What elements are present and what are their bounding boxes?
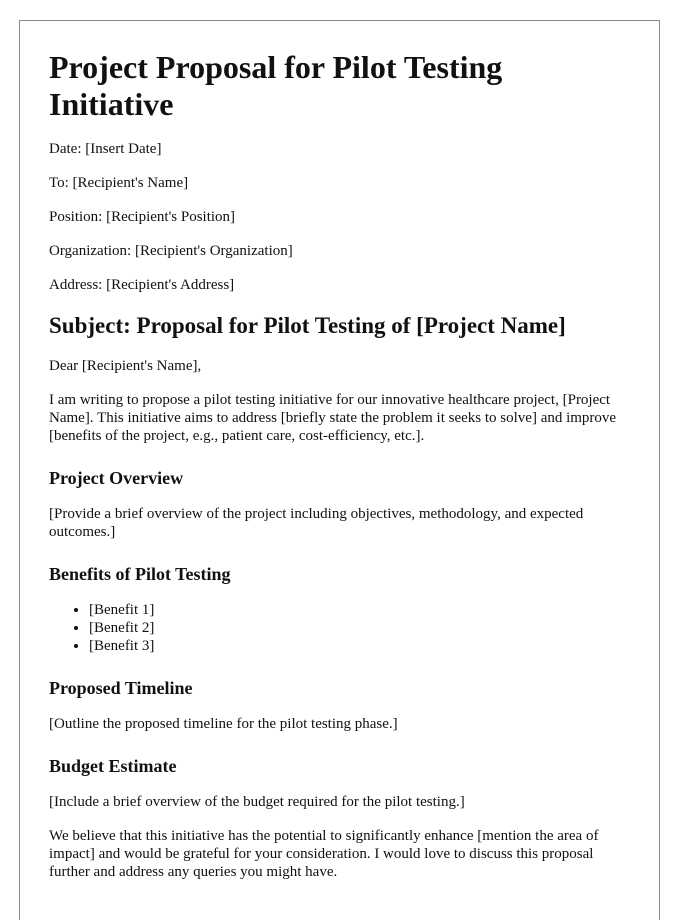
section-heading-timeline: Proposed Timeline bbox=[49, 678, 193, 698]
list-item: • [Benefit 1] bbox=[89, 601, 630, 619]
recipient-organization-line: Organization: [Recipient's Organization] bbox=[49, 243, 293, 259]
closing-paragraph: We believe that this initiative has the potential to significantly enhance [mention the area of impact] and would be grateful for your consideration. I would love to discuss this proposal further and address any queries you might have. bbox=[49, 828, 599, 880]
recipient-address-line: Address: [Recipient's Address] bbox=[49, 277, 235, 293]
document-title: Project Proposal for Pilot Testing Initiative bbox=[49, 49, 503, 122]
recipient-details bbox=[49, 140, 630, 294]
overview-paragraph: [Provide a brief overview of the project including objectives, methodology, and expected outcomes.] bbox=[49, 506, 584, 540]
section-heading-budget: Budget Estimate bbox=[49, 756, 177, 776]
timeline-paragraph: [Outline the proposed timeline for the pilot testing phase.] bbox=[49, 716, 398, 732]
intro-paragraph: I am writing to propose a pilot testing initiative for our innovative healthcare project, [Project Name]. This initiative aims to address [briefly state the problem it seeks to solve] and improve [benefits of the project, e.g., patient care, cost-efficiency, etc.]. bbox=[49, 392, 617, 444]
budget-paragraph: [Include a brief overview of the budget required for the pilot testing.] bbox=[49, 794, 465, 810]
recipient-position-line: Position: [Recipient's Position] bbox=[49, 209, 236, 225]
section-heading-overview: Project Overview bbox=[49, 468, 184, 488]
salutation: Dear [Recipient's Name], bbox=[49, 358, 202, 374]
date-line: Date: [Insert Date] bbox=[49, 141, 162, 157]
benefits-list bbox=[49, 601, 630, 655]
subject-heading: Subject: Proposal for Pilot Testing of [Project Name] bbox=[49, 313, 566, 338]
list-item: • [Benefit 3] bbox=[89, 637, 630, 655]
recipient-name-line: To: [Recipient's Name] bbox=[49, 175, 189, 191]
list-item: • [Benefit 2] bbox=[89, 619, 630, 637]
section-heading-benefits: Benefits of Pilot Testing bbox=[49, 564, 231, 584]
document-page bbox=[19, 20, 660, 920]
